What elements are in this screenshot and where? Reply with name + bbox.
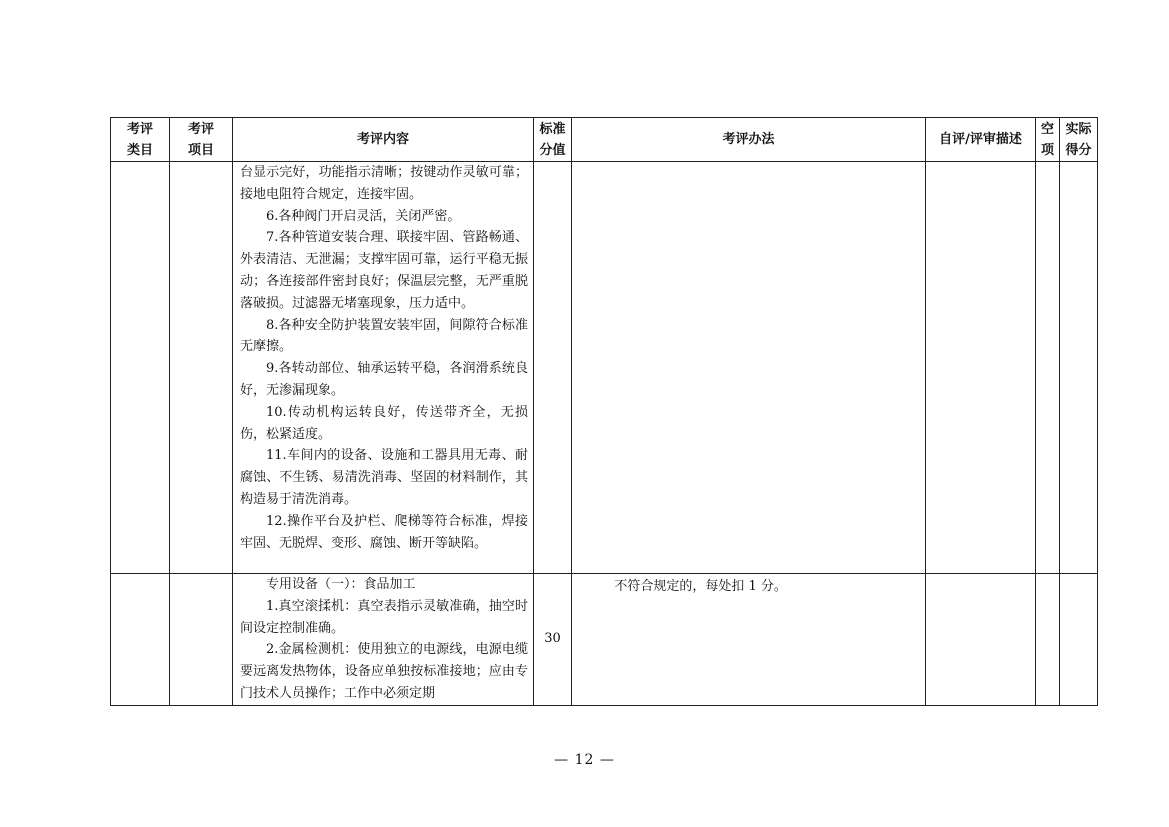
header-actual-score [1060,118,1098,162]
content-paragraph: 6.各种阀门开启灵活，关闭严密。 [266,208,461,224]
cell-method [572,574,926,706]
content-paragraph: 7.各种管道安装合理、联接牢固、管路畅通、外表清洁、无泄漏；支撑牢固可靠，运行平稳无振动；各连接部件密封良好；保温层完整，无严重脱落破损。过滤器无堵塞现象，压力适中。 [240,230,528,311]
header-actual-score-label: 实际 得分 [1065,121,1092,158]
page-number: — 12 — [554,752,615,768]
header-standard-score-label: 标准 分值 [539,121,566,158]
content-paragraph: 台显示完好，功能指示清晰；按键动作灵敏可靠；接地电阻符合规定，连接牢固。 [240,165,528,202]
table-header-row [111,118,1098,162]
cell-content [233,162,534,574]
cell-standard-score: 30 [534,574,572,706]
header-vacant-label: 空 项 [1040,121,1054,158]
cell-self-review [926,574,1036,706]
cell-content [233,574,534,706]
content-paragraph: 8.各种安全防护装置安装牢固，间隙符合标准无摩擦。 [240,317,528,355]
evaluation-table [110,117,1098,706]
method-text: 不符合规定的，每处扣 1 分。 [614,579,787,594]
header-vacant [1036,118,1060,162]
cell-actual-score [1060,162,1098,574]
header-content-label: 考评内容 [356,132,409,147]
cell-category [111,574,170,706]
content-paragraph: 11.车间内的设备、设施和工器具用无毒、耐腐蚀、不生锈、易清洗消毒、坚固的材料制作，其构造易于清洗消毒。 [240,448,528,507]
header-category [111,118,170,162]
header-self-review-label: 自评/评审描述 [939,132,1022,147]
content-paragraph: 9.各转动部位、轴承运转平稳，各润滑系统良好，无渗漏现象。 [240,361,528,398]
table-row [111,162,1098,574]
header-standard-score [534,118,572,162]
content-paragraph: 12.操作平台及护栏、爬梯等符合标准，焊接牢固、无脱焊、变形、腐蚀、断开等缺陷。 [240,513,528,551]
header-method [572,118,926,162]
cell-item [170,574,233,706]
cell-item [170,162,233,574]
content-paragraph: 专用设备（一）：食品加工 [266,577,416,592]
header-category-label: 考评 类目 [126,121,153,158]
cell-category [111,162,170,574]
cell-method [572,162,926,574]
content-paragraph: 1.真空滚揉机：真空表指示灵敏准确，抽空时间设定控制准确。 [240,598,528,636]
header-content [233,118,534,162]
content-paragraph: 10.传动机构运转良好，传送带齐全，无损伤，松紧适度。 [240,404,528,442]
table-row [111,574,1098,706]
header-item-label: 考评 项目 [187,121,214,158]
header-method-label: 考评办法 [722,132,775,147]
cell-actual-score [1060,574,1098,706]
cell-vacant [1036,162,1060,574]
header-item [170,118,233,162]
cell-standard-score [534,162,572,574]
cell-vacant [1036,574,1060,706]
header-self-review [926,118,1036,162]
cell-self-review [926,162,1036,574]
content-paragraph: 2.金属检测机：使用独立的电源线，电源电缆要远离发热物体，设备应单独按标准接地；应由专门技术人员操作；工作中必须定期 [240,642,528,701]
